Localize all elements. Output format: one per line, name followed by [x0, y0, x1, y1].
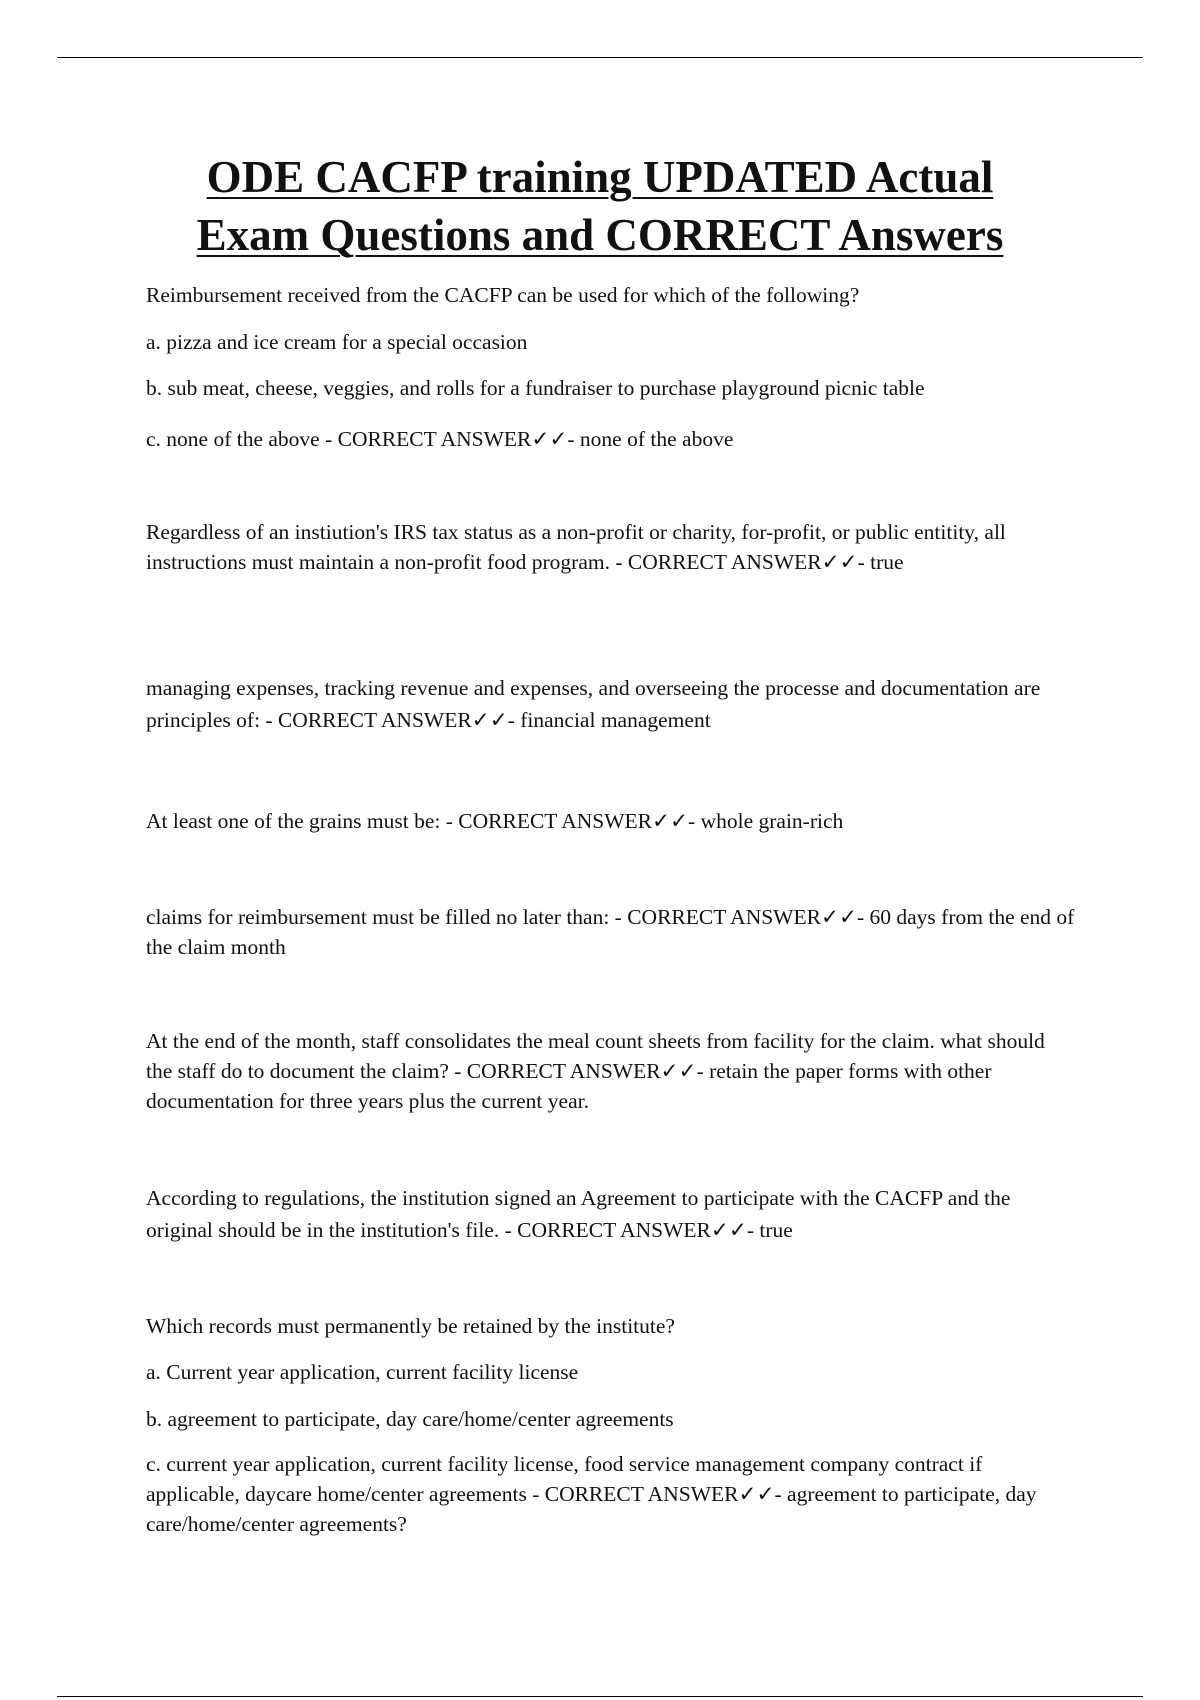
question-1-option-b: b. sub meat, cheese, veggies, and rolls for a fundraiser to purchase playground picnic table — [146, 376, 925, 400]
question-1-option-c-answer: c. none of the above - CORRECT ANSWER✓✓- none of the above — [146, 427, 734, 451]
question-8-option-c-answer: c. current year application, current facility license, food service management company contract if applicable, daycare home/center agreements - CORRECT ANSWER✓✓- agreement to participate, day care/home/center agreements? — [146, 1452, 1037, 1536]
question-3-answer: managing expenses, tracking revenue and expenses, and overseeing the processe and documentation are principles of: - CORRECT ANSWER✓✓- financial management — [146, 676, 1041, 732]
question-1-text: Reimbursement received from the CACFP can be used for which of the following? — [146, 283, 860, 307]
question-8-text: Which records must permanently be retained by the institute? — [146, 1314, 675, 1338]
question-5-answer: claims for reimbursement must be filled no later than: - CORRECT ANSWER✓✓- 60 days from the end of the claim month — [146, 905, 1075, 959]
document-title — [100, 148, 1100, 264]
question-8-option-b: b. agreement to participate, day care/home/center agreements — [146, 1407, 674, 1431]
question-6-answer: At the end of the month, staff consolidates the meal count sheets from facility for the claim. what should the staff do to document the claim? - CORRECT ANSWER✓✓- retain the paper forms with other documentation for three years plus the current year. — [146, 1029, 1045, 1113]
top-rule — [57, 57, 1143, 58]
title-line-2: Exam Questions and CORRECT Answers — [196, 210, 1004, 260]
bottom-rule — [57, 1696, 1143, 1697]
question-4-answer: At least one of the grains must be: - CORRECT ANSWER✓✓- whole grain-rich — [146, 809, 844, 833]
question-1-option-a: a. pizza and ice cream for a special occasion — [146, 330, 528, 354]
question-7-answer: According to regulations, the institution signed an Agreement to participate with the CACFP and the original should be in the institution's file. - CORRECT ANSWER✓✓- true — [146, 1186, 1011, 1242]
title-line-1: ODE CACFP training UPDATED Actual — [206, 152, 994, 202]
question-2-answer: Regardless of an instiution's IRS tax status as a non-profit or charity, for-profit, or public entitity, all instructions must maintain a non-profit food program. - CORRECT ANSWER✓✓- true — [146, 520, 1006, 574]
question-8-option-a: a. Current year application, current facility license — [146, 1360, 579, 1384]
